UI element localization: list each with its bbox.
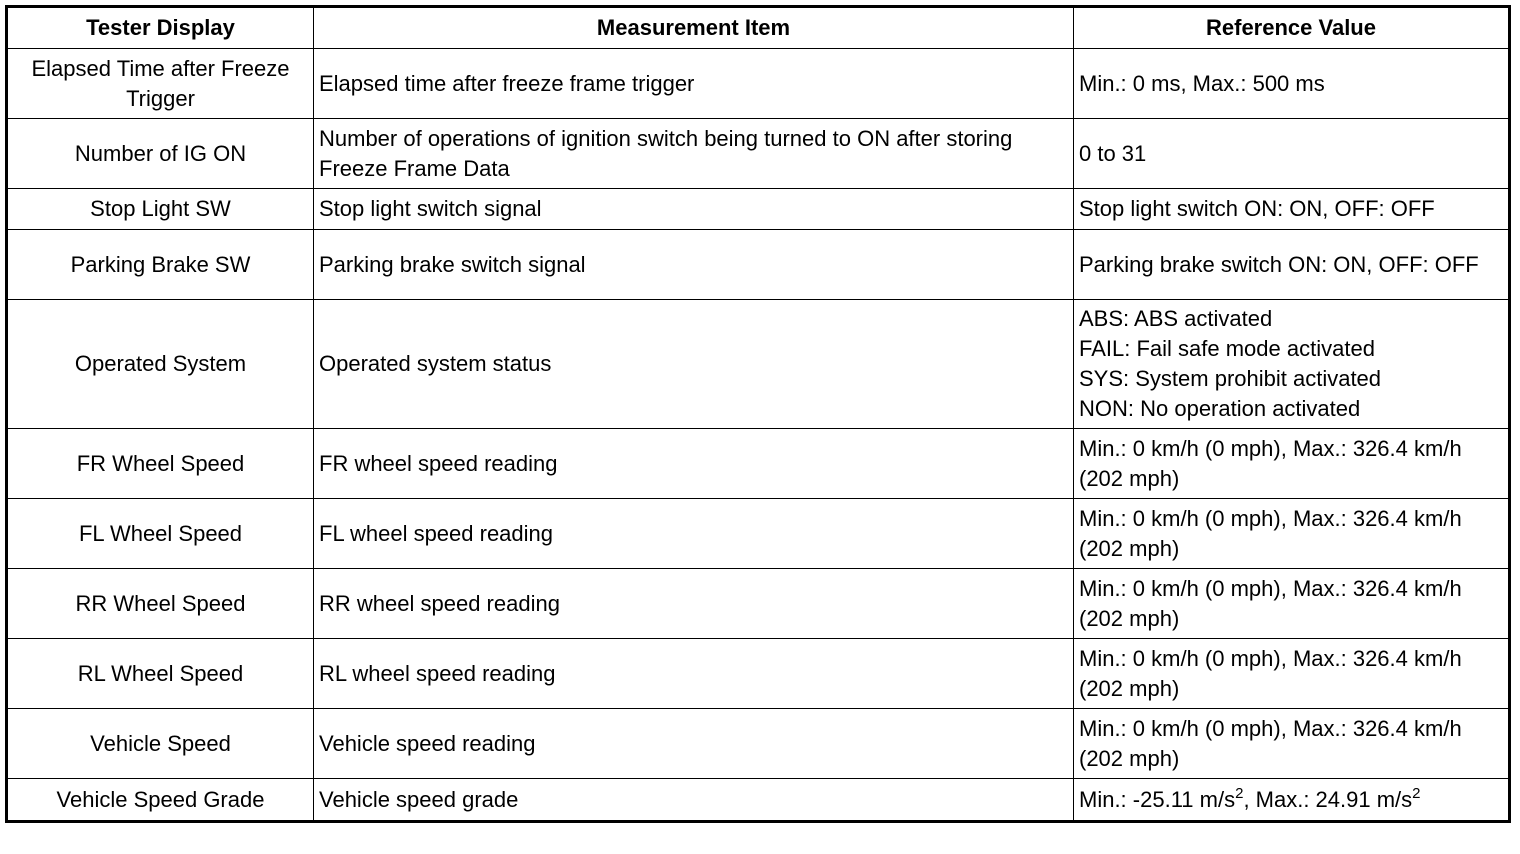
reference-value-cell: Min.: 0 ms, Max.: 500 ms <box>1074 49 1510 119</box>
reference-value-cell: 0 to 31 <box>1074 119 1510 189</box>
reference-value-cell: Min.: 0 km/h (0 mph), Max.: 326.4 km/h (202 mph) <box>1074 499 1510 569</box>
reference-value-cell <box>1074 300 1510 429</box>
reference-value-cell: Min.: 0 km/h (0 mph), Max.: 326.4 km/h (202 mph) <box>1074 639 1510 709</box>
reference-line: FAIL: Fail safe mode activated <box>1079 336 1375 361</box>
measurement-item-cell: Vehicle speed grade <box>314 779 1074 822</box>
header-row <box>7 7 1510 49</box>
table-row <box>7 230 1510 300</box>
tester-display-cell: FL Wheel Speed <box>7 499 314 569</box>
tester-display-cell: Stop Light SW <box>7 189 314 230</box>
tester-display-cell: Vehicle Speed <box>7 709 314 779</box>
tester-display-cell: Number of IG ON <box>7 119 314 189</box>
measurement-item-cell: Elapsed time after freeze frame trigger <box>314 49 1074 119</box>
reference-value-cell: Min.: 0 km/h (0 mph), Max.: 326.4 km/h (202 mph) <box>1074 709 1510 779</box>
table-row <box>7 499 1510 569</box>
tester-display-cell: RL Wheel Speed <box>7 639 314 709</box>
tester-display-cell: Vehicle Speed Grade <box>7 779 314 822</box>
tester-display-cell: Parking Brake SW <box>7 230 314 300</box>
measurement-item-cell: FL wheel speed reading <box>314 499 1074 569</box>
reference-value-cell <box>1074 779 1510 822</box>
reference-value-cell: Parking brake switch ON: ON, OFF: OFF <box>1074 230 1510 300</box>
header-reference-value: Reference Value <box>1074 7 1510 49</box>
table-row <box>7 569 1510 639</box>
exponent: 2 <box>1412 784 1421 802</box>
reference-line: SYS: System prohibit activated <box>1079 366 1382 391</box>
exponent: 2 <box>1235 784 1244 802</box>
table-row <box>7 779 1510 822</box>
reference-table <box>5 5 1511 823</box>
reference-value-cell: Stop light switch ON: ON, OFF: OFF <box>1074 189 1510 230</box>
tester-display-cell: RR Wheel Speed <box>7 569 314 639</box>
measurement-item-cell: RR wheel speed reading <box>314 569 1074 639</box>
reference-value-cell: Min.: 0 km/h (0 mph), Max.: 326.4 km/h (202 mph) <box>1074 429 1510 499</box>
table-row <box>7 429 1510 499</box>
tester-display-cell: Elapsed Time after Freeze Trigger <box>7 49 314 119</box>
reference-line: ABS: ABS activated <box>1079 306 1273 331</box>
reference-line: NON: No operation activated <box>1079 396 1361 421</box>
measurement-item-cell: FR wheel speed reading <box>314 429 1074 499</box>
measurement-item-cell: Operated system status <box>314 300 1074 429</box>
header-measurement-item: Measurement Item <box>314 7 1074 49</box>
tester-display-cell: FR Wheel Speed <box>7 429 314 499</box>
reference-min: Min.: -25.11 m/s <box>1079 786 1236 812</box>
table-row <box>7 189 1510 230</box>
measurement-item-cell: Number of operations of ignition switch being turned to ON after storing Freeze Frame Data <box>314 119 1074 189</box>
measurement-item-cell: Stop light switch signal <box>314 189 1074 230</box>
header-tester-display: Tester Display <box>7 7 314 49</box>
table-row <box>7 49 1510 119</box>
tester-display-cell: Operated System <box>7 300 314 429</box>
table-row <box>7 119 1510 189</box>
measurement-item-cell: Parking brake switch signal <box>314 230 1074 300</box>
table-row <box>7 300 1510 429</box>
reference-value-cell: Min.: 0 km/h (0 mph), Max.: 326.4 km/h (202 mph) <box>1074 569 1510 639</box>
measurement-item-cell: RL wheel speed reading <box>314 639 1074 709</box>
reference-max: , Max.: 24.91 m/s <box>1243 786 1413 812</box>
measurement-item-cell: Vehicle speed reading <box>314 709 1074 779</box>
table-row <box>7 639 1510 709</box>
table-row <box>7 709 1510 779</box>
